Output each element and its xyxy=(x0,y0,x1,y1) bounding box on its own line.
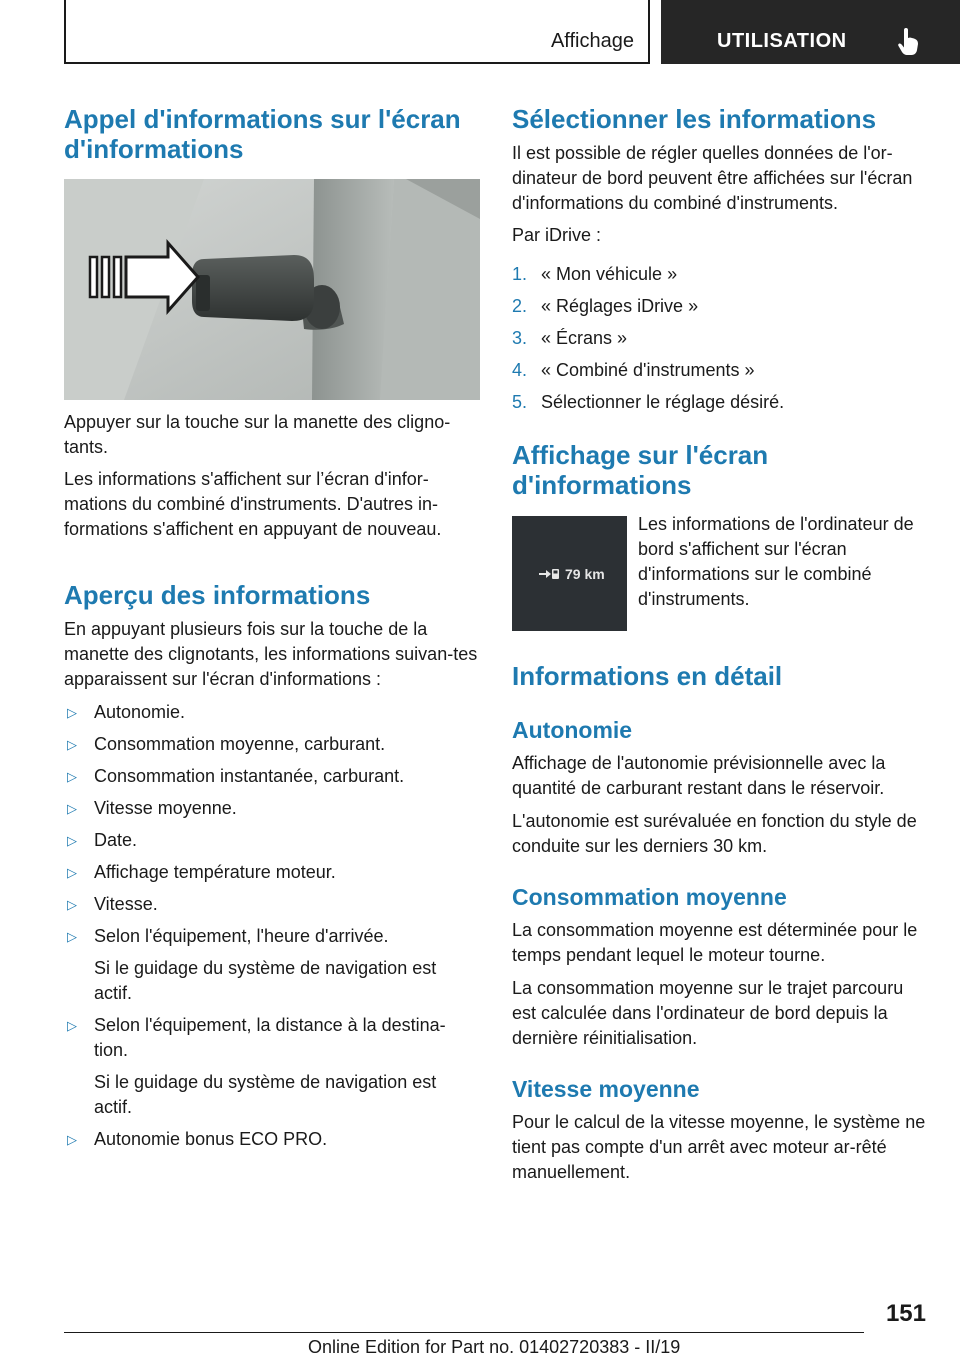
bullet-triangle-icon: ▷ xyxy=(67,1132,77,1147)
section-title-call-info: Appel d'informations sur l'écran d'informations xyxy=(64,104,461,164)
bullet-triangle-icon: ▷ xyxy=(67,1018,77,1033)
paragraph-via-idrive: Par iDrive : xyxy=(512,225,602,245)
paragraph-select-intro: Il est possible de régler quelles données de l'or-dinateur de bord peuvent être affichées sur l'écran d'informations du combiné d'instruments. xyxy=(512,143,913,213)
range-fuel-icon xyxy=(538,567,560,581)
paragraph-avg-consumption-1: La consommation moyenne est déterminée pour le temps pendant lequel le moteur tourne. xyxy=(512,920,918,965)
display-range-value: 79 km xyxy=(565,566,605,582)
bullet-triangle-icon: ▷ xyxy=(67,705,77,720)
bullet-triangle-icon: ▷ xyxy=(67,801,77,816)
header-section-title: Affichage xyxy=(550,30,634,52)
bullet-triangle-icon: ▷ xyxy=(67,737,77,752)
subsection-title-avg-consumption: Consommation moyenne xyxy=(512,884,787,910)
bullet-triangle-icon: ▷ xyxy=(67,865,77,880)
page-number: 151 xyxy=(885,1300,926,1327)
paragraph-range-2: L'autonomie est surévaluée en fonction du style de conduite sur les derniers 30 km. xyxy=(512,811,917,856)
section-title-detail: Informations en détail xyxy=(512,661,783,691)
section-title-select-info: Sélectionner les informations xyxy=(512,104,877,134)
info-display-thumbnail xyxy=(512,516,627,631)
footer-edition: Online Edition for Part no. 01402720383 - II/19 xyxy=(308,1337,681,1357)
section-title-overview: Aperçu des informations xyxy=(64,580,371,610)
paragraph-press-button: Appuyer sur la touche sur la manette des cligno-tants. xyxy=(64,412,451,457)
pointing-hand-icon xyxy=(897,26,921,56)
section-title-display: Affichage sur l'écran d'informations xyxy=(512,440,769,500)
bullet-triangle-icon: ▷ xyxy=(67,929,77,944)
subsection-title-range: Autonomie xyxy=(512,717,633,743)
turn-signal-lever-photo xyxy=(64,179,480,400)
footer-divider xyxy=(64,1332,864,1333)
header-section-box xyxy=(64,0,650,64)
paragraph-avg-speed: Pour le calcul de la vitesse moyenne, le système ne tient pas compte d'un arrêt avec moteur ar-rêté manuellement. xyxy=(512,1112,926,1182)
paragraph-overview-intro: En appuyant plusieurs fois sur la touche de la manette des clignotants, les informations suivan-tes apparaissent sur l'écran d'informations : xyxy=(64,619,478,689)
bullet-triangle-icon: ▷ xyxy=(67,769,77,784)
subsection-title-avg-speed: Vitesse moyenne xyxy=(512,1076,700,1102)
paragraph-info-displayed: Les informations s'affichent sur l’écran d'infor-mations du combiné d'instruments. D'autres in-formations s'affichent en appuyant de nouveau. xyxy=(64,469,442,539)
header-chapter-tab xyxy=(661,0,960,64)
bullet-triangle-icon: ▷ xyxy=(67,833,77,848)
paragraph-range-1: Affichage de l'autonomie prévisionnelle avec la quantité de carburant restant dans le réservoir. xyxy=(512,753,886,798)
paragraph-display-info: Les informations de l'ordinateur de bord s'affichent sur l'écran d'informations sur le combiné d'instruments. xyxy=(638,514,914,609)
turn-signal-lever-illustration xyxy=(64,179,480,400)
bullet-triangle-icon: ▷ xyxy=(67,897,77,912)
header-chapter-label: UTILISATION xyxy=(717,30,847,52)
paragraph-avg-consumption-2: La consommation moyenne sur le trajet parcouru est calculée dans l'ordinateur de bord depuis la dernière réinitialisation. xyxy=(512,978,904,1048)
